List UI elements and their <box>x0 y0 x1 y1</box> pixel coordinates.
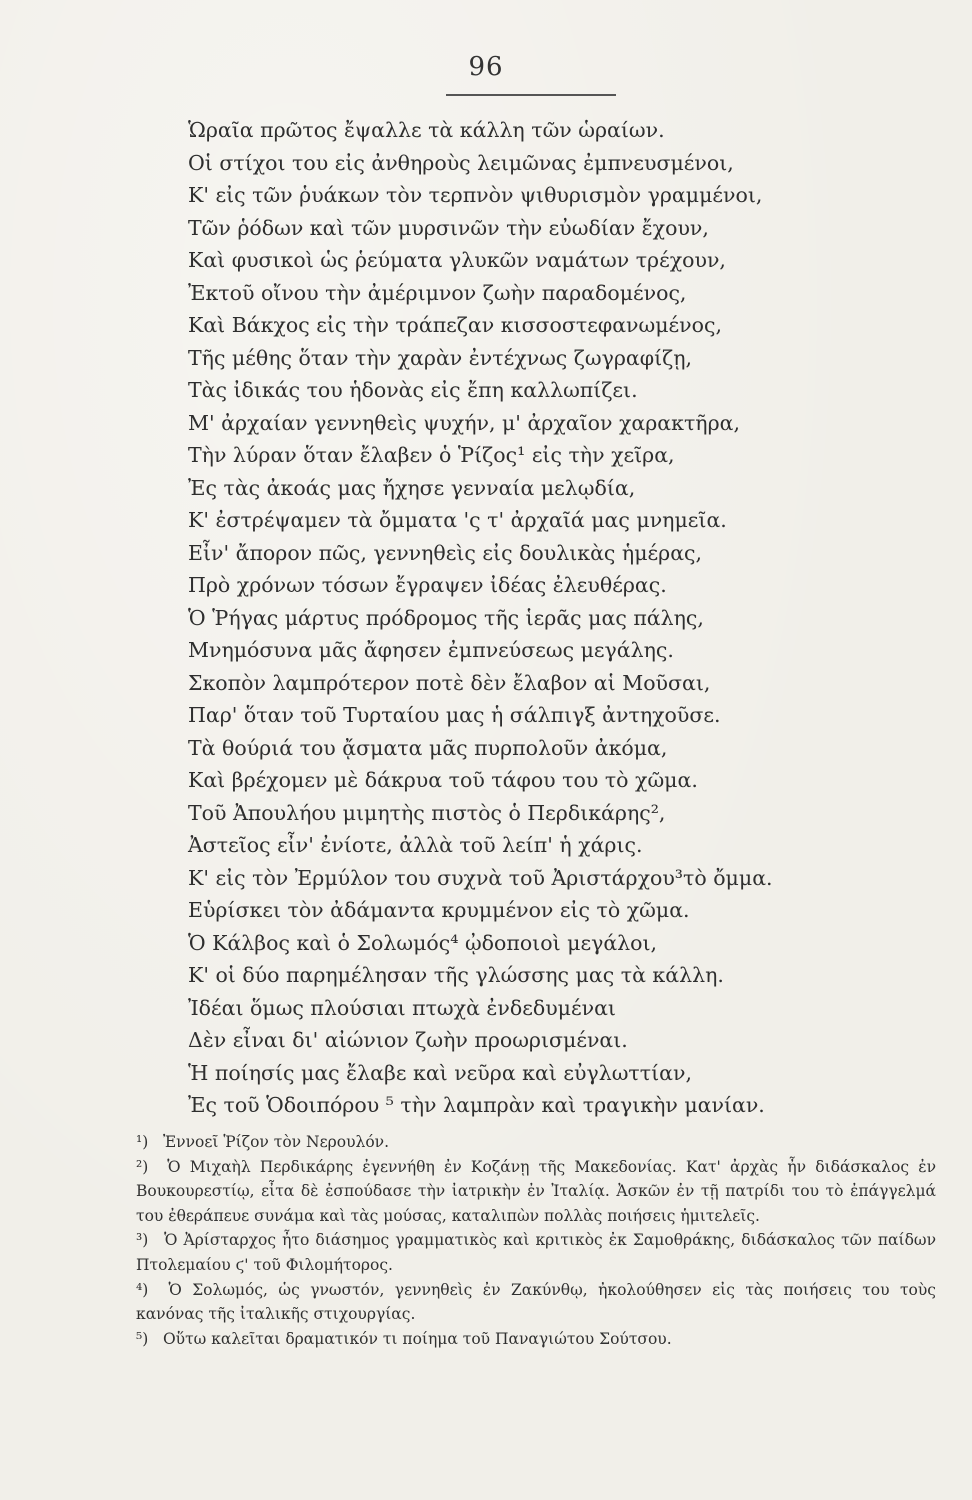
poem-line: Τὰ θούριά του ᾄσματα μᾶς πυρπολοῦν ἀκόμα, <box>188 735 668 760</box>
footnote-text: Οὕτω καλεῖται δραματικόν τι ποίημα τοῦ Παναγιώτου Σούτσου. <box>162 1329 672 1348</box>
poem-line: Εἶν' ἄπορον πῶς, γεννηθεὶς εἰς δουλικὰς ἡμέρας, <box>188 540 703 565</box>
poem-line: Ὁ Κάλβος καὶ ὁ Σολωμός⁴ ᾠδοποιοὶ μεγάλοι, <box>188 930 658 955</box>
poem-line: Τῆς μέθης ὅταν τὴν χαρὰν ἐντέχνως ζωγραφίζῃ, <box>188 345 693 370</box>
poem-line: Ἀστεῖος εἶν' ἐνίοτε, ἀλλὰ τοῦ λείπ' ἡ χάρις. <box>188 833 643 857</box>
poem-line: Ἐς τὰς ἀκοάς μας ἤχησε γενναία μελῳδία, <box>188 475 636 500</box>
footnote-2 <box>136 1155 936 1229</box>
poem-line: Ἰδέαι ὅμως πλούσιαι πτωχὰ ἐνδεδυμέναι <box>188 995 616 1020</box>
poem-line: Τοῦ Ἀπουλήου μιμητὴς πιστὸς ὁ Περδικάρης², <box>188 800 666 825</box>
poem-line: Ἡ ποίησίς μας ἔλαβε καὶ νεῦρα καὶ εὐγλωττίαν, <box>188 1060 692 1085</box>
footnote-1 <box>136 1130 936 1155</box>
poem-line: Τὰς ἰδικάς του ἡδονὰς εἰς ἔπη καλλωπίζει. <box>188 378 638 402</box>
page-number-rule <box>446 94 616 96</box>
poem-line: Οἱ στίχοι του εἰς ἀνθηροὺς λειμῶνας ἐμπνευσμένοι, <box>188 150 734 175</box>
poem-line: Εὑρίσκει τὸν ἀδάμαντα κρυμμένον εἰς τὸ χῶμα. <box>188 898 690 922</box>
poem-line: Πρὸ χρόνων τόσων ἔγραψεν ἰδέας ἐλευθέρας. <box>188 573 667 597</box>
poem-line: Δὲν εἶναι δι' αἰώνιον ζωὴν προωρισμέναι. <box>188 1028 628 1052</box>
footnotes <box>136 1130 936 1351</box>
poem-line: Τὴν λύραν ὅταν ἔλαβεν ὁ Ῥίζος¹ εἰς τὴν χεῖρα, <box>188 443 675 467</box>
poem-line: Τῶν ῥόδων καὶ τῶν μυρσινῶν τὴν εὐωδίαν ἔχουν, <box>188 215 709 240</box>
poem-line: Ἐκτοῦ οἴνου τὴν ἀμέριμνον ζωὴν παραδομένος, <box>188 280 687 305</box>
footnote-mark: ¹) <box>136 1133 149 1151</box>
poem-line: Καὶ φυσικοὶ ὡς ῥεύματα γλυκῶν ναμάτων τρέχουν, <box>188 248 726 272</box>
footnote-text: Ὁ Σολωμός, ὡς γνωστόν, γεννηθεὶς ἐν Ζακύνθῳ, ἠκολούθησεν εἰς τὰς ποιήσεις του τοὺς κανόνας τῆς ἰταλικῆς στιχουργίας. <box>136 1280 936 1324</box>
poem-line: Κ' εἰς τὸν Ἐρμύλον του συχνὰ τοῦ Ἀριστάρχου³τὸ ὄμμα. <box>188 865 773 890</box>
footnote-mark: ²) <box>136 1157 149 1176</box>
poem-line: Ὡραῖα πρῶτος ἔψαλλε τὰ κάλλη τῶν ὡραίων. <box>188 118 665 142</box>
footnote-4 <box>136 1278 936 1327</box>
footnote-3 <box>136 1228 936 1277</box>
poem-line: Ὁ Ῥήγας μάρτυς πρόδρομος τῆς ἱερᾶς μας πάλης, <box>188 605 704 630</box>
poem-line: Κ' ἐστρέψαμεν τὰ ὄμματα 'ς τ' ἀρχαῖά μας μνημεῖα. <box>188 508 727 532</box>
footnote-5 <box>136 1327 936 1352</box>
footnote-mark: ⁴) <box>136 1280 149 1299</box>
poem-line: Μ' ἀρχαίαν γεννηθεὶς ψυχήν, μ' ἀρχαῖον χαρακτῆρα, <box>188 410 740 435</box>
poem-line: Σκοπὸν λαμπρότερον ποτὲ δὲν ἔλαβον αἱ Μοῦσαι, <box>188 670 711 695</box>
poem-line: Μνημόσυνα μᾶς ἄφησεν ἐμπνεύσεως μεγάλης. <box>188 638 674 662</box>
footnote-mark: ⁵) <box>136 1329 149 1348</box>
poem-line: Καὶ βρέχομεν μὲ δάκρυα τοῦ τάφου του τὸ χῶμα. <box>188 768 698 792</box>
page-number: 96 <box>468 52 504 82</box>
footnote-mark: ³) <box>136 1231 149 1250</box>
footnote-text: Ὁ Μιχαὴλ Περδικάρης ἐγεννήθη ἐν Κοζάνῃ τῆς Μακεδονίας. Κατ' ἀρχὰς ἦν διδάσκαλος ἐν Βουκουρεστίῳ, εἶτα δὲ ἐσπούδασε τὴν ἰατρικὴν ἐν Ἰταλίᾳ. Ἀσκῶν ἐν τῇ πατρίδι του τὸ ἐπάγγελμά του ἐθεράπευε συνάμα καὶ τὰς μούσας, καταλιπὼν πολλὰς ποιήσεις ἡμιτελεῖς. <box>136 1157 936 1225</box>
poem-text <box>188 114 928 1122</box>
poem-line: Κ' εἰς τῶν ῥυάκων τὸν τερπνὸν ψιθυρισμὸν γραμμένοι, <box>188 183 763 207</box>
poem-line: Ἐς τοῦ Ὁδοιπόρου ⁵ τὴν λαμπρὰν καὶ τραγικὴν μανίαν. <box>188 1093 765 1117</box>
poem-line: Κ' οἱ δύο παρημέλησαν τῆς γλώσσης μας τὰ κάλλη. <box>188 963 724 987</box>
poem-line: Καὶ Βάκχος εἰς τὴν τράπεζαν κισσοστεφανωμένος, <box>188 313 722 337</box>
footnote-text: Ὁ Ἀρίσταρχος ἦτο διάσημος γραμματικὸς καὶ κριτικὸς ἐκ Σαμοθράκης, διδάσκαλος τῶν παίδων Πτολεμαίου ϛ' τοῦ Φιλομήτορος. <box>136 1231 936 1274</box>
poem-line: Παρ' ὅταν τοῦ Τυρταίου μας ἡ σάλπιγξ ἀντηχοῦσε. <box>188 703 721 727</box>
footnote-text: Ἐννοεῖ Ῥίζον τὸν Νερουλόν. <box>162 1133 389 1151</box>
